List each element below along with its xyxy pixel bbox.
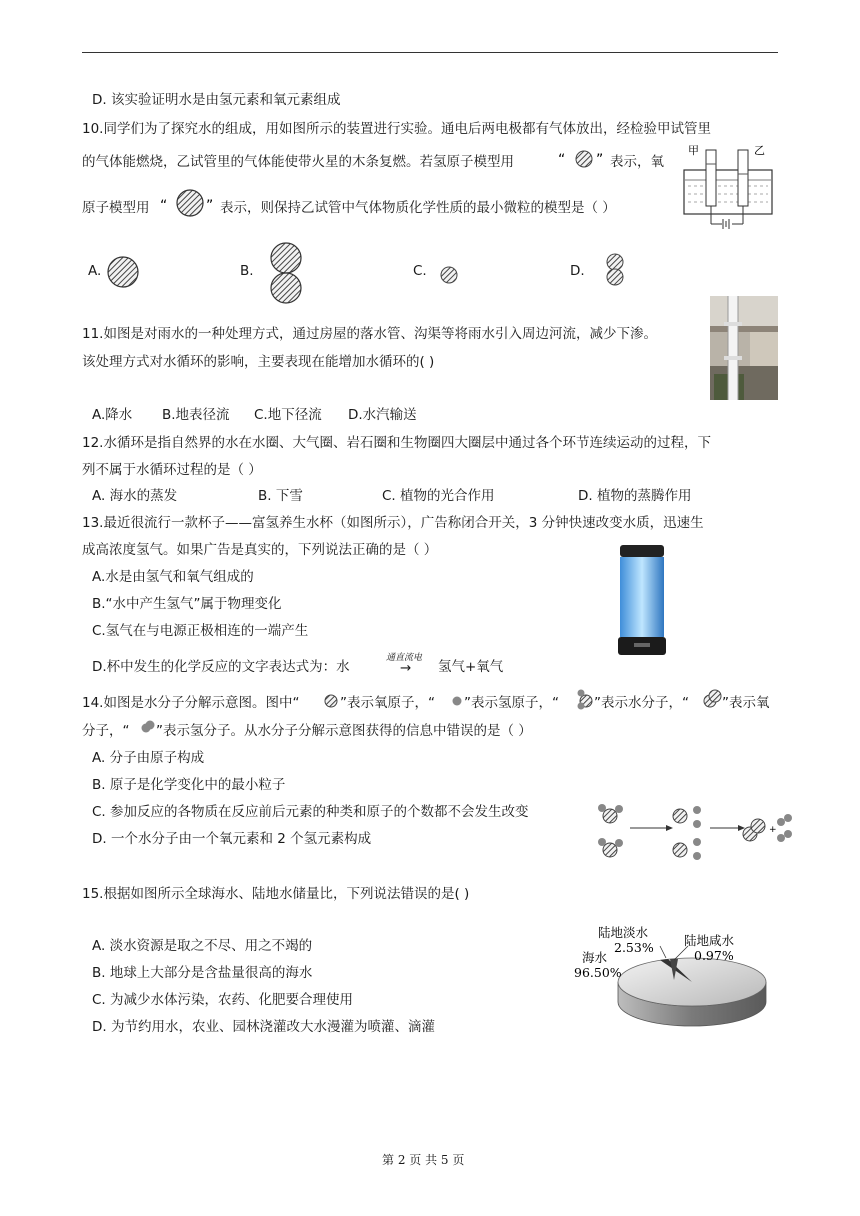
q14-option-b: B. 原子是化学变化中的最小粒子 [92,777,286,793]
q10-option-d-label: D. [570,263,585,279]
q10-line3a: 原子模型用 [82,200,150,216]
q11-line1: 11.如图是对雨水的一种处理方式，通过房屋的落水管、沟渠等将雨水引入周边河流，减少下渗。 [82,326,657,342]
q14-line1-a: 14.如图是水分子分解示意图。图中“ [82,695,300,711]
oxygen-model-icon [160,188,220,224]
q11-option-c: C.地下径流 [254,407,322,423]
water-molecule-2 [598,838,623,857]
q14-line1-b: ”表示氧原子，“ [340,695,435,711]
svg-text:+: + [769,825,777,835]
legend-oxygen-atom-icon [322,691,340,713]
q14-option-a: A. 分子由原子构成 [92,750,205,766]
q15-option-c: C. 为减少水体污染，农药、化肥要合理使用 [92,992,354,1008]
q13-option-a: A.水是由氢气和氧气组成的 [92,569,254,585]
header-rule [82,52,778,53]
q13-line2: 成高浓度氢气。如果广告是真实的，下列说法正确的是（ ） [82,542,438,558]
q12-option-a: A. 海水的蒸发 [92,488,178,504]
pie-value-salt: 0.97% [694,948,734,963]
svg-text:“: “ [558,152,566,168]
q10-option-d-model [603,250,627,294]
electrolysis-apparatus-diagram [682,140,778,236]
hydrogen-model-icon [558,148,608,174]
svg-text:“: “ [160,198,168,214]
q15-option-d: D. 为节约用水，农业、园林浇灌改大水漫灌为喷灌、滴灌 [92,1019,435,1035]
pie-label-salt: 陆地咸水 [684,933,735,948]
reaction-condition: 通直流电 [386,653,423,663]
q11-line2: 该处理方式对水循环的影响，主要表现在能增加水循环的( ) [82,354,435,370]
hydrogen-molecule-2 [777,830,792,842]
q13-option-d-prefix: D.杯中发生的化学反应的文字表达式为：水 [92,659,350,675]
q10-option-a-model [104,253,144,297]
q14-line2-a: 分子，“ [82,723,130,739]
q14-option-c: C. 参加反应的各物质在反应前后元素的种类和原子的个数都不会发生改变 [92,804,529,820]
page-number-footer: 第 2 页 共 5 页 [382,1153,465,1167]
hydrogen-molecule-1 [777,814,792,826]
q10-option-c-label: C. [413,263,427,279]
water-storage-pie-chart [570,920,770,1040]
q12-option-c: C. 植物的光合作用 [382,488,495,504]
svg-text:”: ” [596,152,604,168]
q14-option-d: D. 一个水分子由一个氧元素和 2 个氢元素构成 [92,831,372,847]
q11-option-a: A.降水 [92,407,133,423]
pie-label-sea: 海水 [582,950,608,965]
legend-hydrogen-atom-icon [450,691,464,713]
legend-hydrogen-molecule-icon [140,717,156,741]
water-molecule-1 [598,804,623,823]
oxygen-molecule [743,819,765,841]
water-decomposition-diagram [594,798,802,872]
reaction-arrow: → [400,660,412,676]
q10-line1: 10.同学们为了探究水的组成，用如图所示的装置进行实验。通电后两电极都有气体放出，经检验甲试管里 [82,121,711,137]
q11-option-b: B.地表径流 [162,407,230,423]
tube-label-jia: 甲 [688,144,699,157]
q11-option-d: D.水汽输送 [348,407,417,423]
q10-option-b-model [265,240,309,312]
q14-line1-c: ”表示氢原子，“ [464,695,559,711]
q10-line2b: 表示，氧 [610,154,664,170]
q14-line1-d: ”表示水分子，“ [594,695,689,711]
q10-line3b: 表示，则保持乙试管中气体物质化学性质的最小微粒的模型是（ ） [220,200,616,216]
q14-line1-e: ”表示氧 [722,695,770,711]
pie-value-sea: 96.50% [574,965,622,980]
q13-option-b: B.“水中产生氢气”属于物理变化 [92,596,282,612]
q14-line2-b: ”表示氢分子。从水分子分解示意图获得的信息中错误的是（ ） [156,723,532,739]
q12-option-b: B. 下雪 [258,488,303,504]
reaction-products: 氢气+氧气 [438,659,504,675]
q10-option-b-label: B. [240,263,254,279]
q10-option-a-label: A. [88,263,102,279]
q15-line1: 15.根据如图所示全球海水、陆地水储量比，下列说法错误的是( ) [82,886,470,902]
pie-value-fresh: 2.53% [614,940,654,955]
q12-line1: 12.水循环是指自然界的水在水圈、大气圈、岩石圈和生物圈四大圈层中通过各个环节连续运动的过程，下 [82,435,711,451]
q12-line2: 列不属于水循环过程的是（ ） [82,462,262,478]
q12-option-d: D. 植物的蒸腾作用 [578,488,692,504]
q13-line1: 13.最近很流行一款杯子——富氢养生水杯（如图所示），广告称闭合开关，3 分钟快速改变水质，迅速生 [82,515,704,531]
q15-option-a: A. 淡水资源是取之不尽、用之不竭的 [92,938,313,954]
legend-oxygen-molecule-icon [702,689,722,713]
q9-option-d: D. 该实验证明水是由氢元素和氧元素组成 [92,92,341,108]
tube-label-yi: 乙 [754,144,765,157]
q10-line2a: 的气体能燃烧，乙试管里的气体能使带火星的木条复燃。若氢原子模型用 [82,154,514,170]
hydrogen-cup-photo [614,545,670,661]
q10-option-c-model [437,263,461,291]
svg-text:”: ” [206,198,214,214]
q15-option-b: B. 地球上大部分是含盐量很高的海水 [92,965,313,981]
pie-label-fresh: 陆地淡水 [598,925,649,940]
downpipe-photo [710,296,778,404]
q13-option-c: C.氢气在与电源正极相连的一端产生 [92,623,309,639]
legend-water-molecule-icon [576,688,594,714]
